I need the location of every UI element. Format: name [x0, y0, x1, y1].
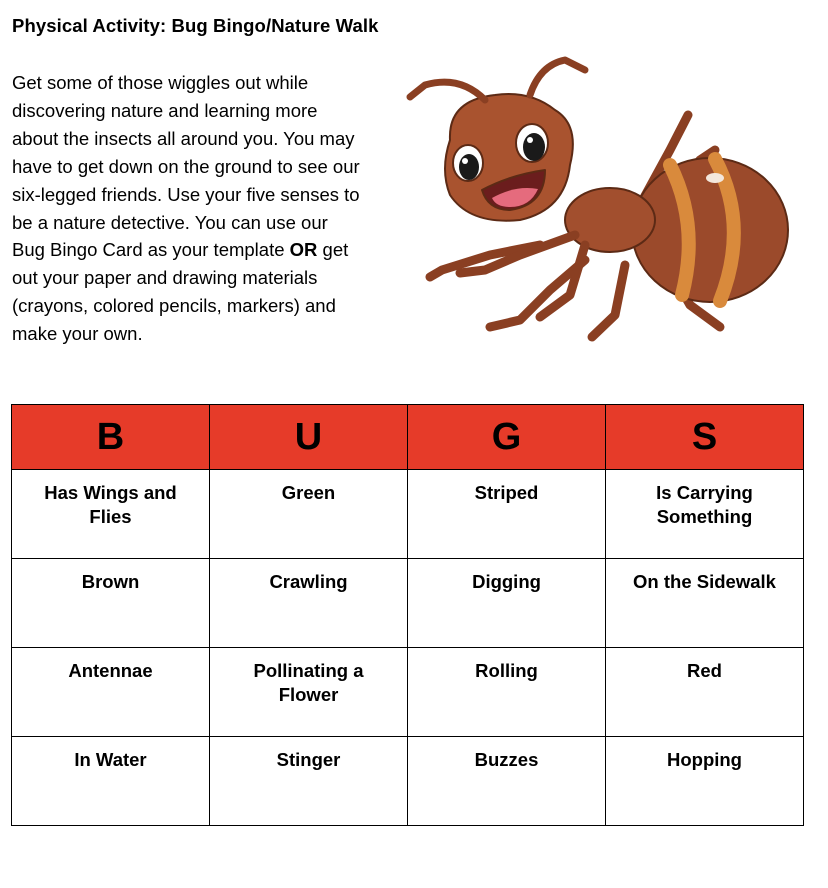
bingo-cell: Antennae [12, 648, 210, 737]
bingo-header-s: S [606, 405, 804, 470]
bingo-cell: Pollinating a Flower [210, 648, 408, 737]
bingo-row [12, 470, 804, 559]
bingo-header-u: U [210, 405, 408, 470]
ant-icon [370, 55, 800, 355]
bingo-cell: Digging [408, 559, 606, 648]
bingo-header-b: B [12, 405, 210, 470]
intro-text-end: get out your paper and drawing materials (crayons, colored pencils, markers) and make your own. [12, 239, 349, 345]
bingo-cell: Buzzes [408, 737, 606, 826]
bingo-header-g: G [408, 405, 606, 470]
bingo-row [12, 648, 804, 737]
bingo-cell: Rolling [408, 648, 606, 737]
bingo-cell: On the Sidewalk [606, 559, 804, 648]
bingo-header-row [12, 405, 804, 470]
bingo-cell: Stinger [210, 737, 408, 826]
bingo-row [12, 559, 804, 648]
intro-text-start: Get some of those wiggles out while discovering nature and learning more about the insects all around you. You may have to get down on the ground to see our six-legged friends. Use your five senses to be a nature detective. You can use our Bug Bingo Card as your template [12, 72, 360, 261]
bingo-cell: Red [606, 648, 804, 737]
intro-paragraph [12, 69, 362, 348]
bingo-cell: Striped [408, 470, 606, 559]
bingo-cell: Crawling [210, 559, 408, 648]
page-title: Physical Activity: Bug Bingo/Nature Walk [12, 15, 379, 36]
bingo-cell: Has Wings and Flies [12, 470, 210, 559]
bingo-cell: Is Carrying Something [606, 470, 804, 559]
bingo-row [12, 737, 804, 826]
bingo-cell: In Water [12, 737, 210, 826]
bug-bingo-card [11, 404, 804, 826]
bingo-cell: Green [210, 470, 408, 559]
intro-text-emphasis: OR [289, 239, 318, 261]
bingo-cell: Brown [12, 559, 210, 648]
bingo-cell: Hopping [606, 737, 804, 826]
